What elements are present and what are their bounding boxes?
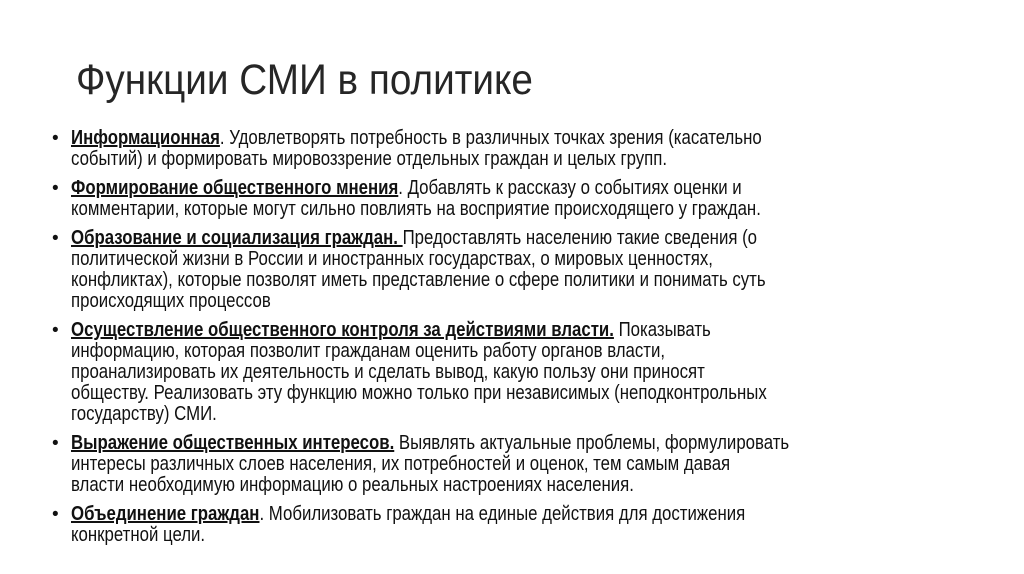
list-item bbox=[52, 433, 1024, 496]
item-heading: Осуществление общественного контроля за действиями власти. bbox=[71, 319, 614, 341]
item-text: Показывать bbox=[613, 319, 711, 341]
item-text: Выявлять актуальные проблемы, формулировать bbox=[394, 432, 790, 454]
item-text: конфликтах), которые позволят иметь представление о сфере политики и понимать суть bbox=[71, 269, 766, 291]
item-text: проанализировать их деятельность и сделать вывод, какую пользу они приносят bbox=[71, 361, 705, 383]
item-heading: Образование и социализация граждан. bbox=[71, 227, 403, 249]
text-line bbox=[71, 404, 895, 425]
text-line bbox=[71, 362, 895, 383]
list-item bbox=[52, 128, 1024, 170]
heading-punctuation: . bbox=[398, 177, 403, 199]
heading-punctuation: . bbox=[219, 127, 225, 149]
text-line bbox=[71, 525, 895, 546]
bullet-icon: • bbox=[52, 504, 59, 525]
text-line bbox=[71, 454, 895, 475]
item-text: Добавлять к рассказу о событиях оценки и bbox=[402, 177, 742, 199]
text-line bbox=[71, 149, 895, 170]
text-line bbox=[71, 178, 895, 199]
text-line bbox=[71, 228, 895, 249]
text-line bbox=[71, 433, 895, 454]
bullet-icon: • bbox=[52, 228, 59, 249]
item-text: обществу. Реализовать эту функцию можно только при независимых (неподконтрольных bbox=[71, 382, 767, 404]
list-item bbox=[52, 504, 1024, 546]
list-item bbox=[52, 228, 1024, 312]
slide-title: Функции СМИ в политике bbox=[76, 56, 533, 104]
text-line bbox=[71, 475, 895, 496]
item-text: событий) и формировать мировоззрение отдельных граждан и целых групп. bbox=[71, 148, 668, 170]
item-text: происходящих процессов bbox=[71, 290, 271, 312]
text-line bbox=[71, 341, 895, 362]
text-line bbox=[71, 128, 895, 149]
text-line bbox=[71, 291, 895, 312]
bullet-icon: • bbox=[52, 178, 59, 199]
item-heading: Объединение граждан bbox=[71, 503, 260, 525]
bullet-icon: • bbox=[52, 433, 59, 454]
item-text: конкретной цели. bbox=[71, 524, 206, 546]
item-text: государству) СМИ. bbox=[71, 403, 217, 425]
bullet-icon: • bbox=[52, 128, 59, 149]
text-line bbox=[71, 270, 895, 291]
text-line bbox=[71, 383, 895, 404]
text-line bbox=[71, 504, 895, 525]
heading-punctuation: . bbox=[259, 503, 265, 525]
bullet-list bbox=[52, 128, 1024, 554]
item-heading: Информационная bbox=[71, 127, 220, 149]
item-text: интересы различных слоев населения, их потребностей и оценок, тем самым давая bbox=[71, 453, 731, 475]
item-text: комментарии, которые могут сильно повлиять на восприятие происходящего у граждан. bbox=[71, 198, 761, 220]
text-line bbox=[71, 249, 895, 270]
item-heading: Выражение общественных интересов. bbox=[71, 432, 395, 454]
item-text: информацию, которая позволит гражданам оценить работу органов власти, bbox=[71, 340, 666, 362]
text-line bbox=[71, 199, 895, 220]
item-heading: Формирование общественного мнения bbox=[71, 177, 399, 199]
bullet-icon: • bbox=[52, 320, 59, 341]
list-item bbox=[52, 178, 1024, 220]
item-text: политической жизни в России и иностранных государствах, о мировых ценностях, bbox=[71, 248, 713, 270]
item-text: Мобилизовать граждан на единые действия для достижения bbox=[264, 503, 746, 525]
list-item bbox=[52, 320, 1024, 425]
item-text: Предоставлять населению такие сведения (о bbox=[402, 227, 758, 249]
item-text: Удовлетворять потребность в различных точках зрения (касательно bbox=[224, 127, 762, 149]
item-text: власти необходимую информацию о реальных настроениях населения. bbox=[71, 474, 634, 496]
text-line bbox=[71, 320, 895, 341]
